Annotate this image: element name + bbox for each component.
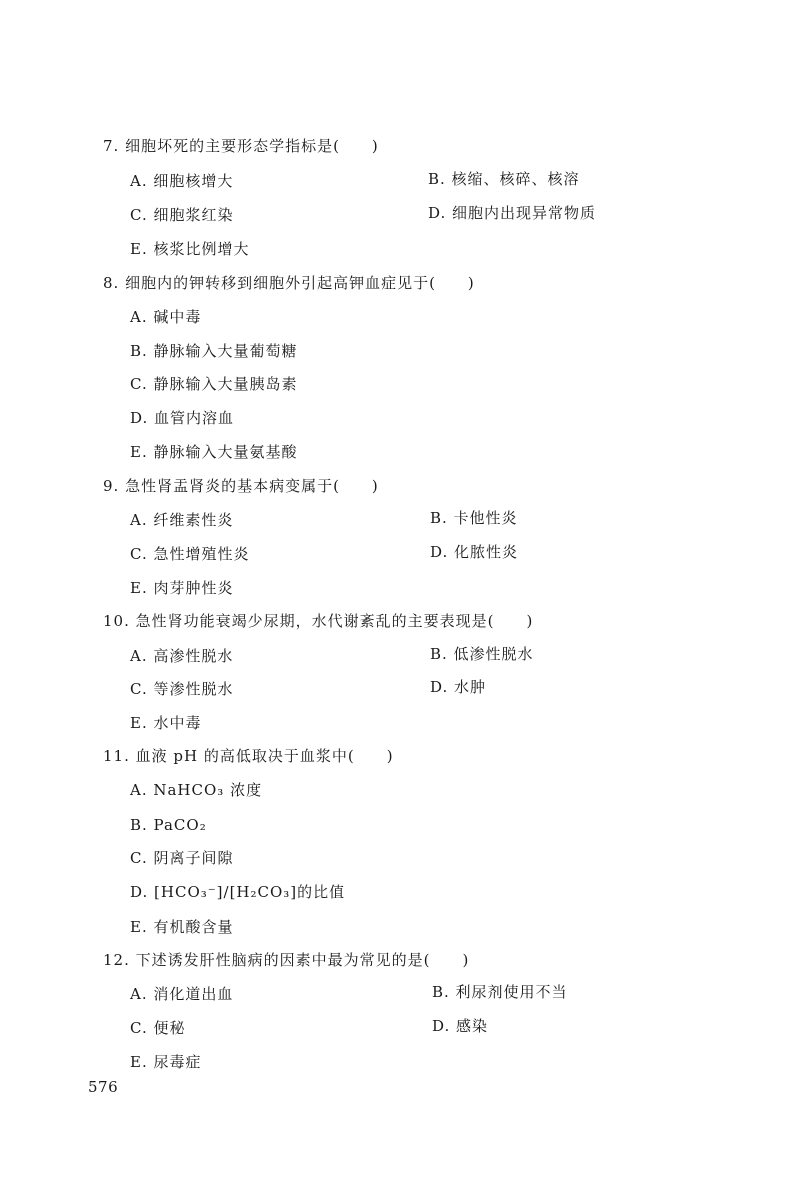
question-8-option-b: B. 静脉输入大量葡萄糖 [130,342,298,360]
question-10-option-a: A. 高渗性脱水 [130,647,234,665]
question-11-option-e: E. 有机酸含量 [130,918,234,936]
question-11-stem: 11. 血液 pH 的高低取决于血浆中( ) [103,747,394,765]
question-9-option-d: D. 化脓性炎 [430,543,519,561]
page-number: 576 [88,1078,119,1096]
question-8-option-e: E. 静脉输入大量氨基酸 [130,443,298,461]
question-7-option-a: A. 细胞核增大 [130,172,234,190]
question-10-option-b: B. 低渗性脱水 [430,645,534,663]
question-7-option-d: D. 细胞内出现异常物质 [428,204,597,222]
question-8-stem: 8. 细胞内的钾转移到细胞外引起高钾血症见于( ) [103,274,475,292]
question-7-option-c: C. 细胞浆红染 [130,206,234,224]
question-11-option-b: B. PaCO₂ [130,816,207,834]
question-11-option-d: D. [HCO₃⁻]/[H₂CO₃]的比值 [130,883,346,901]
question-12-option-b: B. 利尿剂使用不当 [432,983,568,1001]
question-12-option-c: C. 便秘 [130,1019,186,1037]
question-7-stem: 7. 细胞坏死的主要形态学指标是( ) [103,137,379,155]
question-7-option-b: B. 核缩、核碎、核溶 [428,170,580,188]
question-8-option-a: A. 碱中毒 [130,308,202,326]
question-8-option-d: D. 血管内溶血 [130,409,235,427]
question-10-option-c: C. 等渗性脱水 [130,680,234,698]
question-9-option-b: B. 卡他性炎 [430,509,518,527]
question-9-option-c: C. 急性增殖性炎 [130,545,250,563]
question-10-stem: 10. 急性肾功能衰竭少尿期，水代谢紊乱的主要表现是( ) [103,612,534,630]
question-10-option-d: D. 水肿 [430,678,487,696]
question-12-stem: 12. 下述诱发肝性脑病的因素中最为常见的是( ) [103,951,470,969]
question-9-option-a: A. 纤维素性炎 [130,511,234,529]
question-12-option-e: E. 尿毒症 [130,1053,202,1071]
question-10-option-e: E. 水中毒 [130,714,202,732]
question-12-option-d: D. 感染 [432,1017,489,1035]
question-9-stem: 9. 急性肾盂肾炎的基本病变属于( ) [103,477,379,495]
question-11-option-c: C. 阴离子间隙 [130,849,234,867]
question-11-option-a: A. NaHCO₃ 浓度 [130,781,263,799]
question-9-option-e: E. 肉芽肿性炎 [130,579,234,597]
question-12-option-a: A. 消化道出血 [130,985,234,1003]
question-7-option-e: E. 核浆比例增大 [130,240,250,258]
question-8-option-c: C. 静脉输入大量胰岛素 [130,375,298,393]
